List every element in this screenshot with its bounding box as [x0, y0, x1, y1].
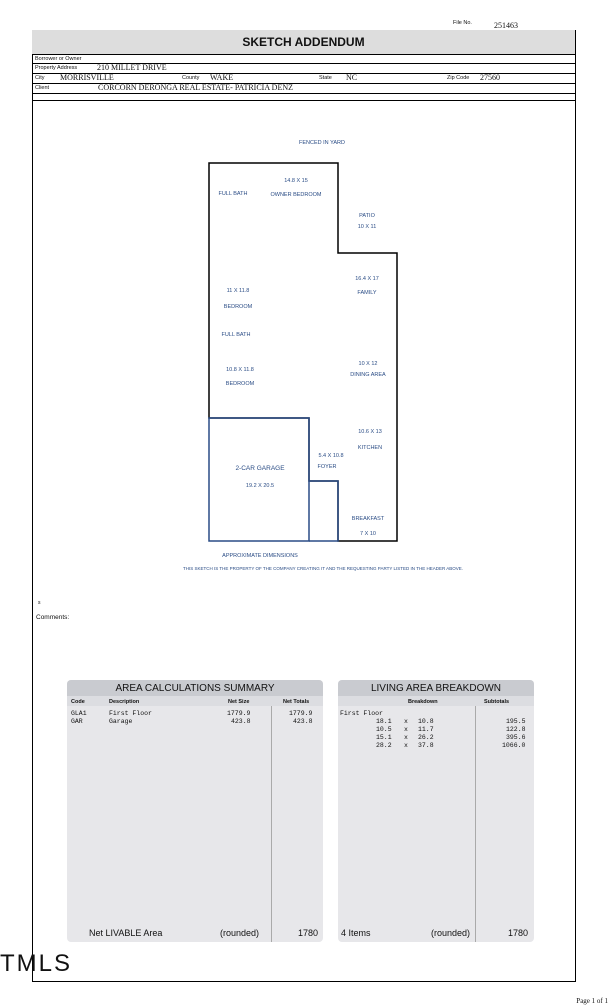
address-value: 210 MILLET DRIVE	[97, 63, 167, 72]
living-breakdown-panel	[338, 680, 534, 942]
area-row-desc: First Floor	[109, 710, 152, 717]
col-subtotals: Subtotals	[484, 699, 510, 705]
fenced-label: FENCED IN YARD	[299, 140, 345, 146]
garage-outline	[209, 418, 309, 541]
breakdown-x: x	[404, 726, 408, 733]
owner-dim-label: 14.8 X 15	[284, 178, 308, 184]
breakdown-a: 10.5	[376, 726, 392, 733]
patio-label: PATIO	[359, 213, 375, 219]
city-value: MORRISVILLE	[60, 73, 114, 82]
net-livable-value: 1780	[298, 928, 319, 938]
col-net-size: Net Size	[228, 699, 250, 705]
family-label: FAMILY	[357, 290, 377, 296]
items-count: 4 Items	[341, 928, 371, 938]
county-label: County	[182, 75, 200, 81]
area-row-total: 423.8	[293, 718, 313, 725]
breakdown-b: 10.8	[418, 718, 434, 725]
house-outline	[209, 163, 397, 541]
state-label: State	[319, 75, 332, 81]
area-summary-panel	[67, 680, 323, 942]
bed1-label: BEDROOM	[223, 304, 253, 310]
foyer-dim-label: 5.4 X 10.8	[318, 453, 344, 459]
breakfast-dim-label: 7 X 10	[360, 531, 376, 537]
garage-dim-label: 19.2 X 20.5	[245, 483, 275, 489]
full-bath-1-label: FULL BATH	[218, 191, 248, 197]
family-dim-label: 16.4 X 17	[355, 276, 379, 282]
tmls-logo: TMLS	[0, 950, 73, 977]
col-description: Description	[109, 699, 140, 705]
living-breakdown-title: LIVING AREA BREAKDOWN	[338, 680, 534, 696]
breakfast-label: BREAKFAST	[351, 516, 385, 522]
bed2-label: BEDROOM	[225, 381, 255, 387]
breakdown-x: x	[404, 742, 408, 749]
page-title: SKETCH ADDENDUM	[32, 30, 575, 55]
breakdown-x: x	[404, 734, 408, 741]
patio-dim-label: 10 X 11	[357, 224, 377, 230]
floor-label: First Floor	[340, 710, 383, 717]
breakdown-subtotal: 395.6	[506, 734, 526, 741]
state-value: NC	[346, 73, 358, 82]
zip-value: 27560	[480, 73, 500, 82]
bed1-dim-label: 11 X 11.8	[226, 288, 250, 294]
area-summary-title: AREA CALCULATIONS SUMMARY	[67, 680, 323, 696]
address-label: Property Address	[35, 65, 78, 71]
dining-label: DINING AREA	[350, 372, 386, 378]
county-value: WAKE	[210, 73, 234, 82]
file-no-value: 251463	[492, 21, 574, 31]
area-row-total: 1779.9	[289, 710, 313, 717]
file-no-label: File No.	[453, 20, 472, 26]
zip-label: Zip Code	[447, 75, 470, 81]
area-row-code: GAR	[71, 718, 83, 725]
owner-label: OWNER BEDROOM	[270, 192, 322, 198]
dining-dim-label: 10 X 12	[358, 361, 378, 367]
kitchen-label: KITCHEN	[357, 445, 383, 451]
breakdown-b: 26.2	[418, 734, 434, 741]
comments-label: Comments:	[36, 614, 70, 621]
city-label: City	[35, 75, 45, 81]
area-row-desc: Garage	[109, 718, 133, 725]
col-code: Code	[71, 699, 85, 705]
breakdown-b: 11.7	[418, 726, 434, 733]
foyer-label: FOYER	[317, 464, 337, 470]
breakdown-b: 37.8	[418, 742, 434, 749]
area-row-size: 1779.9	[227, 710, 251, 717]
col-net-totals: Net Totals	[283, 699, 310, 705]
full-bath-2-label: FULL BATH	[221, 332, 251, 338]
bed2-dim-label: 10.8 X 11.8	[226, 367, 254, 373]
client-value: CORCORN DERONGA REAL ESTATE- PATRICIA DENZ	[98, 83, 293, 92]
net-livable-label: Net LIVABLE Area	[89, 928, 163, 938]
approx-dimensions-label: APPROXIMATE DIMENSIONS	[222, 553, 298, 559]
breakdown-a: 28.2	[376, 742, 392, 749]
property-note: THIS SKETCH IS THE PROPERTY OF THE COMPANY CREATING IT AND THE REQUESTING PARTY LISTED IN THE HEADER ABOVE.	[183, 566, 463, 571]
page-number: Page 1 of 1	[576, 997, 608, 1005]
breakdown-subtotal: 195.5	[506, 718, 526, 725]
breakdown-x: x	[404, 718, 408, 725]
garage-label: 2-CAR GARAGE	[235, 465, 285, 472]
area-row-code: GLA1	[71, 710, 87, 717]
breakdown-rounded: (rounded)	[431, 928, 471, 938]
garage-extension-outline	[309, 481, 338, 541]
breakdown-subtotal: 122.8	[506, 726, 526, 733]
breakdown-a: 18.1	[376, 718, 392, 725]
breakdown-subtotal: 1066.0	[502, 742, 526, 749]
col-breakdown: Breakdown	[408, 699, 438, 705]
s-mark: s	[38, 600, 41, 606]
breakdown-value: 1780	[508, 928, 529, 938]
net-livable-rounded: (rounded)	[220, 928, 260, 938]
kitchen-dim-label: 10.6 X 13	[358, 429, 382, 435]
area-row-size: 423.8	[231, 718, 251, 725]
breakdown-a: 15.1	[376, 734, 392, 741]
borrower-label: Borrower or Owner	[35, 56, 82, 62]
client-label: Client	[35, 85, 50, 91]
